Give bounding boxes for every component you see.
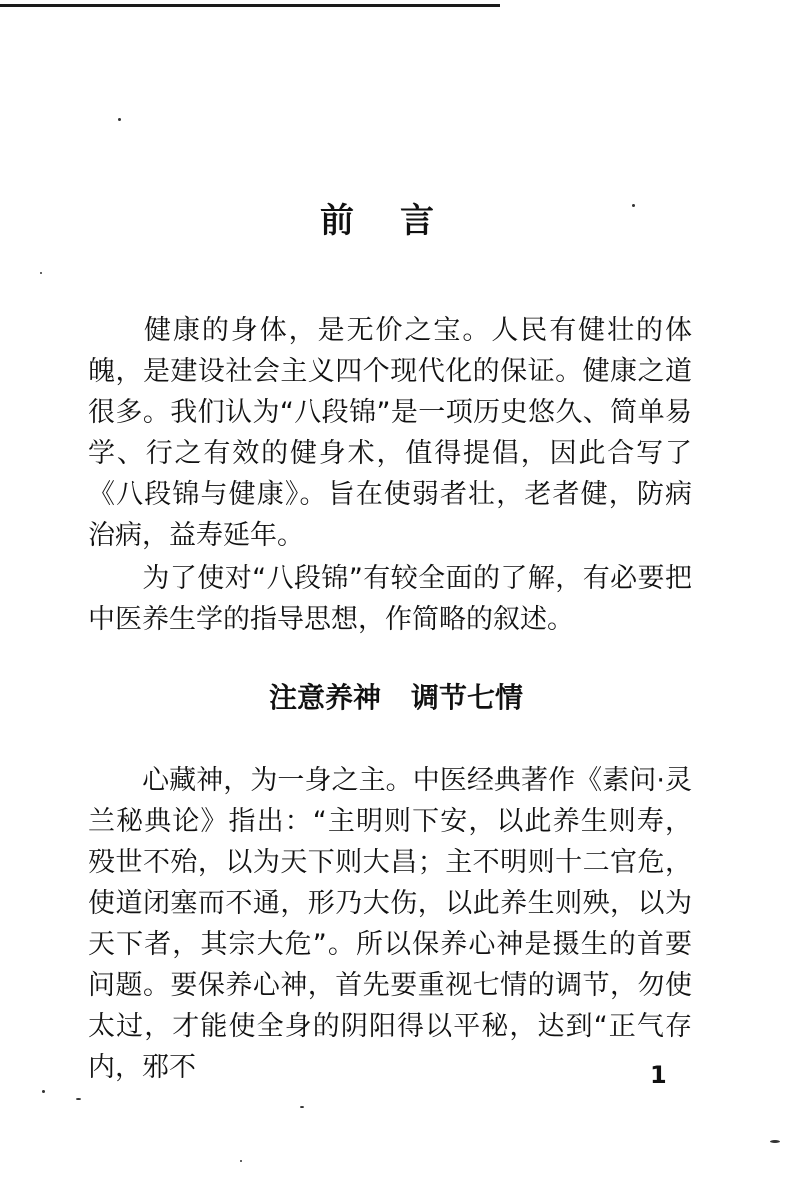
scan-speck bbox=[240, 1160, 242, 1162]
scan-speck bbox=[118, 118, 121, 121]
section-heading-right: 调节七情 bbox=[411, 681, 524, 714]
scan-speck bbox=[770, 1140, 780, 1143]
page-title: 前言 bbox=[320, 201, 480, 241]
intro-paragraph-2 bbox=[88, 558, 692, 640]
intro-paragraph-2-text: 为了使对“八段锦”有较全面的了解，有必要把中医养生学的指导思想，作简略的叙述。 bbox=[88, 563, 692, 635]
scan-speck bbox=[40, 272, 42, 274]
section-paragraph bbox=[88, 760, 692, 1088]
section-paragraph-text: 心藏神，为一身之主。中医经典著作《素问·灵兰秘典论》指出：“主明则下安，以此养生则寿，殁世不殆，以为天下则大昌；主不明则十二官危，使道闭塞而不通，形乃大伤，以此养生则殃，以为天下者，其宗大危”。所以保养心神是摄生的首要问题。要保养心神，首先要重视七情的调节，勿使太过，才能使全身的阴阳得以平秘，达到“正气存内，邪不 bbox=[88, 765, 692, 1083]
scan-speck bbox=[76, 1098, 81, 1100]
scan-speck bbox=[632, 204, 635, 207]
section-heading-left: 注意养神 bbox=[268, 681, 381, 714]
scan-speck bbox=[300, 1106, 304, 1108]
section-heading bbox=[0, 678, 792, 718]
scan-speck bbox=[42, 1090, 45, 1093]
intro-paragraph-1-text: 健康的身体，是无价之宝。人民有健壮的体魄，是建设社会主义四个现代化的保证。健康之道很多。我们认为“八段锦”是一项历史悠久、简单易学、行之有效的健身术，值得提倡，因此合写了《八段锦与健康》。旨在使弱者壮，老者健，防病治病，益寿延年。 bbox=[88, 315, 692, 551]
intro-paragraph-1 bbox=[88, 310, 692, 556]
top-border-rule bbox=[0, 4, 500, 7]
page-number: 1 bbox=[650, 1061, 667, 1089]
